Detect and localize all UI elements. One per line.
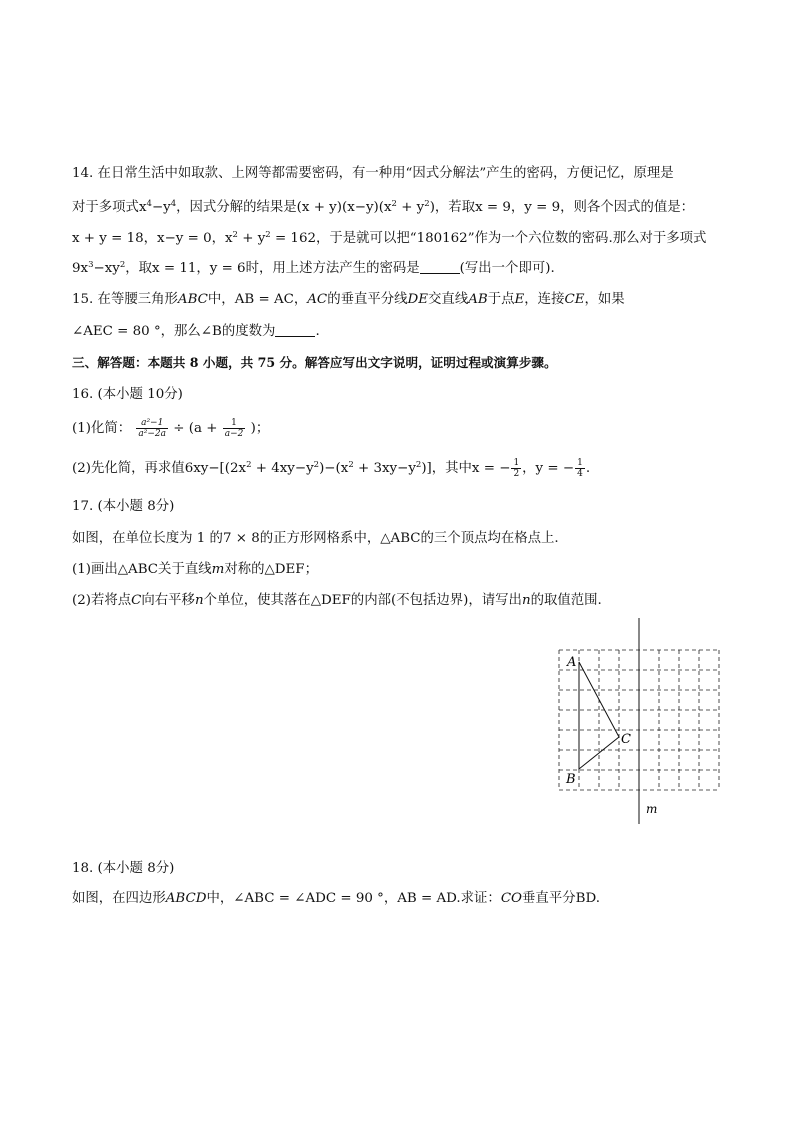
answer-blank bbox=[420, 261, 460, 274]
fraction: $\frac{1}{a-2}$ bbox=[224, 418, 244, 439]
q16-heading: 16. (本小题 10分) bbox=[72, 387, 183, 402]
fraction: $\frac{1}{2}$ bbox=[513, 458, 520, 479]
q16-part2: (2)先化简，再求值$6xy-[(2x^2 + 4xy-y^2)-(x^2 + 3xy-y^2)]$，其中x = − $\frac{1}{2}$ ，y = − $\frac{1}{4}$ . bbox=[72, 458, 591, 479]
label-a: A bbox=[567, 655, 577, 670]
q14-line-2: 对于多项式$x^4-y^4$，因式分解的结果是$(x + y)(x-y)(x^2 + y^2)$，若取x = 9，y = 9，则各个因式的值是： bbox=[72, 199, 695, 215]
label-m: m bbox=[646, 802, 658, 816]
q15-line-2: ∠AEC = 80 °，那么∠B的度数为 . bbox=[72, 324, 320, 339]
grid-figure bbox=[550, 618, 730, 828]
q14-line-3: x + y = 18，x−y = 0，$x^2 + y^2 = 162$，于是就可以把“180162”作为一个六位数的密码.那么对于多项式 bbox=[72, 230, 707, 246]
q15-line-1: 15. 在等腰三角形ABC中，AB = AC，AC的垂直平分线DE交直线AB于点E，连接CE，如果 bbox=[72, 292, 625, 307]
q16-part1: (1)化简： $\frac{\text{a²−1}}{\text{a²−2a}}$ ÷ (a + $\frac{1}{a-2}$ )； bbox=[72, 418, 270, 439]
q17-heading: 17. (本小题 8分) bbox=[72, 499, 175, 514]
label-b: B bbox=[566, 772, 576, 787]
label-c: C bbox=[621, 732, 631, 747]
q18-line-1: 如图，在四边形ABCD中，∠ABC = ∠ADC = 90 °，AB = AD.求证：CO垂直平分BD. bbox=[72, 891, 600, 906]
q18-heading: 18. (本小题 8分) bbox=[72, 861, 175, 876]
fraction: $\frac{1}{4}$ bbox=[577, 458, 583, 479]
q17-line-2: (1)画出△ABC关于直线m对称的△DEF； bbox=[72, 562, 318, 577]
section-heading: 三、解答题：本题共 8 小题，共 75 分。解答应写出文字说明，证明过程或演算步骤。 bbox=[72, 355, 557, 370]
q17-line-3: (2)若将点C向右平移n个单位，使其落在△DEF的内部(不包括边界)，请写出n的取值范围. bbox=[72, 593, 602, 608]
fraction: $\frac{\text{a²−1}}{\text{a²−2a}}$ bbox=[138, 418, 167, 439]
answer-blank bbox=[275, 324, 315, 337]
q14-line-4: $9x^3-xy^2$，取x = 11，y = 6时，用上述方法产生的密码是 (写出一个即可). bbox=[72, 260, 555, 276]
q14-line-1: 14. 在日常生活中如取款、上网等都需要密码，有一种用“因式分解法”产生的密码，方便记忆，原理是 bbox=[72, 166, 674, 181]
q17-line-1: 如图，在单位长度为 1 的7 × 8的正方形网格系中，△ABC的三个顶点均在格点上. bbox=[72, 531, 559, 546]
